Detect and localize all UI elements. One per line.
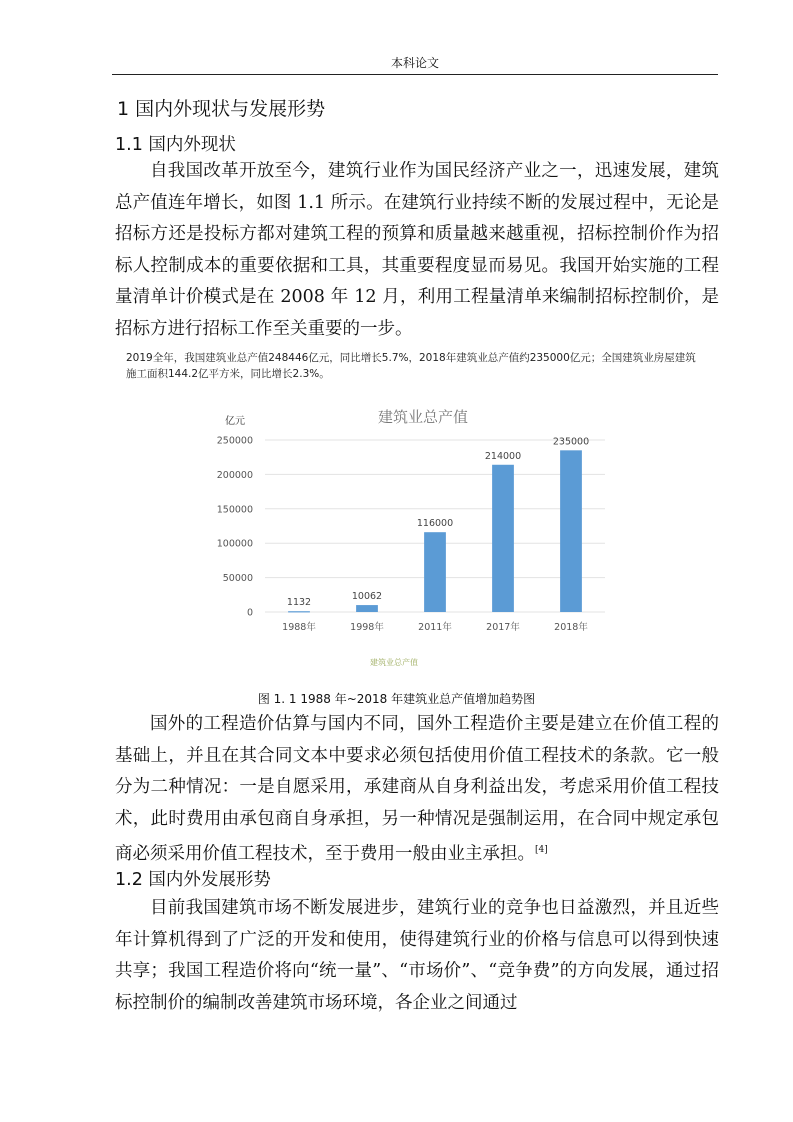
data-label: 10062	[351, 591, 383, 603]
section-1-2-paragraph: 目前我国建筑市场不断发展进步，建筑行业的竞争也日益激烈，并且近些年计算机得到了广泛的开发和使用，使得建筑行业的价格与信息可以得到快速共享；我国工程造价将向“统一量”、“市场价”、“竞争费”的方向发展，通过招标控制价的编制改善建筑市场环境，各企业之间通过	[115, 898, 719, 1013]
x-tick-label: 1988年	[282, 622, 316, 633]
chart-source-note: 建筑业总产值	[370, 658, 418, 667]
figure-note: 2019全年，我国建筑业总产值248446亿元，同比增长5.7%，2018年建筑业总产值约235000亿元；全国建筑业房屋建筑施工面积144.2亿平方米，同比增长2.3%。	[126, 352, 696, 380]
figure-caption: 图 1. 1 1988 年~2018 年建筑业总产值增加趋势图	[257, 692, 536, 706]
citation-ref: [4]	[535, 845, 548, 856]
bar-chart	[205, 400, 615, 642]
y-tick-label: 200000	[216, 469, 253, 481]
y-tick-label: 100000	[216, 538, 253, 550]
y-tick-label: 50000	[222, 573, 253, 585]
bar	[492, 465, 514, 612]
x-tick-label: 1998年	[350, 622, 384, 633]
data-label: 214000	[484, 450, 522, 462]
section-1-1-heading: 1.1 国内外现状	[115, 135, 236, 155]
y-tick-label: 150000	[216, 504, 253, 516]
chart-title: 建筑业总产值	[377, 408, 469, 426]
x-tick-label: 2011年	[418, 622, 452, 633]
data-label: 235000	[552, 436, 590, 448]
data-label: 1132	[286, 597, 312, 609]
bar	[288, 611, 310, 612]
data-label: 116000	[416, 518, 454, 530]
x-tick-label: 2018年	[554, 622, 588, 633]
bar	[356, 605, 378, 612]
bar	[560, 450, 582, 612]
section-1-heading: 1 国内外现状与发展形势	[117, 98, 326, 120]
section-1-2-heading: 1.2 国内外发展形势	[115, 870, 271, 890]
page-header	[112, 52, 718, 75]
y-tick-label: 250000	[216, 435, 253, 447]
section-1-1-paragraph: 自我国改革开放至今，建筑行业作为国民经济产业之一，迅速发展，建筑总产值连年增长，如图 1.1 所示。在建筑行业持续不断的发展过程中，无论是招标方还是投标方都对建筑工程的预算和质量越来越重视，招标控制价作为招标人控制成本的重要依据和工具，其重要程度显而易见。我国开始实施的工程量清单计价模式是在 2008 年 12 月，利用工程量清单来编制招标控制价，是招标方进行招标工作至关重要的一步。	[115, 161, 719, 339]
chart-ylabel: 亿元	[225, 416, 245, 427]
section-1-1-paragraph-2	[115, 709, 719, 871]
y-tick-label: 0	[246, 607, 253, 619]
bar	[424, 532, 446, 612]
header-title: 本科论文	[390, 56, 439, 70]
x-tick-label: 2017年	[486, 622, 520, 633]
paragraph-2-text: 国外的工程造价估算与国内不同，国外工程造价主要是建立在价值工程的基础上，并且在其合同文本中要求必须包括使用价值工程技术的条款。它一般分为二种情况：一是自愿采用，承建商从自身利益出发，考虑采用价值工程技术，此时费用由承包商自身承担，另一种情况是强制运用，在合同中规定承包商必须采用价值工程技术，至于费用一般由业主承担。	[115, 714, 719, 865]
